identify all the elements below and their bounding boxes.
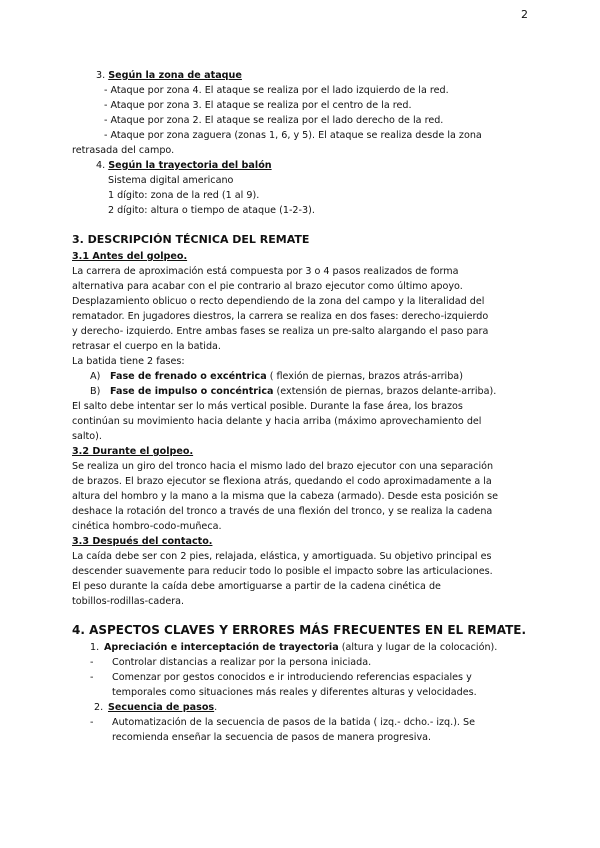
list-item-continuation: retrasada del campo. (72, 145, 175, 156)
paragraph-line: descender suavemente para reducir todo lo posible el impacto sobre las articulaciones. (72, 566, 493, 577)
list-item: - Controlar distancias a realizar por la persona iniciada. (90, 657, 372, 668)
paragraph-line: Desplazamiento oblicuo o recto dependiendo de la zona del campo y la literalidad del (72, 296, 485, 307)
list-heading-4: 4. Según la trayectoria del balón (96, 160, 272, 171)
paragraph-line: de brazos. El brazo ejecutor se flexiona atrás, quedando el codo aproximadamente a la (72, 476, 492, 487)
paragraph-line: La batida tiene 2 fases: (72, 356, 185, 367)
list-item: - Ataque por zona 4. El ataque se realiza por el lado izquierdo de la red. (104, 85, 449, 96)
paragraph-line: La carrera de aproximación está compuesta por 3 o 4 pasos realizados de forma (72, 266, 459, 277)
phase-b: B) Fase de impulso o concéntrica (extensión de piernas, brazos delante-arriba). (90, 386, 497, 397)
phase-a-title: Fase de frenado o excéntrica (110, 371, 267, 382)
section-title-4: 4. ASPECTOS CLAVES Y ERRORES MÁS FRECUENTES EN EL REMATE. (72, 623, 527, 637)
paragraph-line: alternativa para acabar con el pie contrario al brazo ejecutor como último apoyo. (72, 281, 463, 292)
list-item: - Automatización de la secuencia de pasos de la batida ( izq.- dcho.- izq.). Se recomienda enseñar la secuencia de pasos de manera progresiva. (90, 717, 476, 743)
paragraph-line: La caída debe ser con 2 pies, relajada, elástica, y amortiguada. Su objetivo principal es (72, 551, 492, 562)
list-item: - Comenzar por gestos conocidos e ir introduciendo referencias espaciales y temporales como situaciones más reales y diferentes alturas y velocidades. (90, 672, 477, 698)
list-line: 1 dígito: zona de la red (1 al 9). (108, 190, 260, 201)
key-aspect-title: Apreciación e interceptación de trayectoria (104, 642, 339, 653)
key-aspect-2: 2. Secuencia de pasos. (94, 702, 218, 713)
list-heading-3: 3. Según la zona de ataque (96, 70, 242, 81)
paragraph-line: El peso durante la caída debe amortiguarse a partir de la cadena cinética de (72, 581, 441, 592)
paragraph-line: rematador. En jugadores diestros, la carrera se realiza en dos fases: derecho-izquierdo (72, 311, 489, 322)
list-item: - Ataque por zona 2. El ataque se realiza por el lado derecho de la red. (104, 115, 444, 126)
paragraph-line: y derecho- izquierdo. Entre ambas fases se realiza un pre-salto alargando el paso para (72, 326, 489, 337)
page-number: 2 (521, 8, 528, 21)
key-aspect-1: 1. Apreciación e interceptación de trayectoria (altura y lugar de la colocación). (90, 642, 498, 653)
key-aspect-title: Secuencia de pasos (108, 702, 215, 713)
subsection-title-3-3: 3.3 Después del contacto. (72, 536, 213, 547)
list-heading-title: Según la zona de ataque (108, 70, 242, 81)
paragraph-line: cinética hombro-codo-muñeca. (72, 521, 222, 532)
document-body (72, 68, 528, 745)
paragraph-line: Se realiza un giro del tronco hacia el mismo lado del brazo ejecutor con una separación (72, 461, 494, 472)
paragraph-line: El salto debe intentar ser lo más vertical posible. Durante la fase área, los brazos (72, 401, 463, 412)
list-heading-title: Según la trayectoria del balón (108, 160, 272, 171)
subsection-title-3-1: 3.1 Antes del golpeo. (72, 251, 188, 262)
list-item: - Ataque por zona 3. El ataque se realiza por el centro de la red. (104, 100, 412, 111)
paragraph-line: continúan su movimiento hacia delante y hacia arriba (máximo aprovechamiento del (72, 416, 482, 427)
phase-b-title: Fase de impulso o concéntrica (110, 386, 274, 397)
paragraph-line: altura del hombro y la mano a la misma que la cabeza (armado). Desde esta posición se (72, 491, 498, 502)
section-title-3: 3. DESCRIPCIÓN TÉCNICA DEL REMATE (72, 233, 310, 246)
subsection-title-3-2: 3.2 Durante el golpeo. (72, 446, 194, 457)
paragraph-line: tobillos-rodillas-cadera. (72, 596, 185, 607)
list-item: - Ataque por zona zaguera (zonas 1, 6, y 5). El ataque se realiza desde la zona (104, 130, 482, 141)
paragraph-line: retrasar el cuerpo en la batida. (72, 341, 221, 352)
paragraph-line: deshace la rotación del tronco a través de una flexión del tronco, y se realiza la cadena (72, 506, 493, 517)
phase-a: A) Fase de frenado o excéntrica ( flexión de piernas, brazos atrás-arriba) (90, 371, 463, 382)
list-line: 2 dígito: altura o tiempo de ataque (1-2-3). (108, 205, 315, 216)
list-line: Sistema digital americano (108, 175, 234, 186)
paragraph-line: salto). (72, 431, 102, 442)
